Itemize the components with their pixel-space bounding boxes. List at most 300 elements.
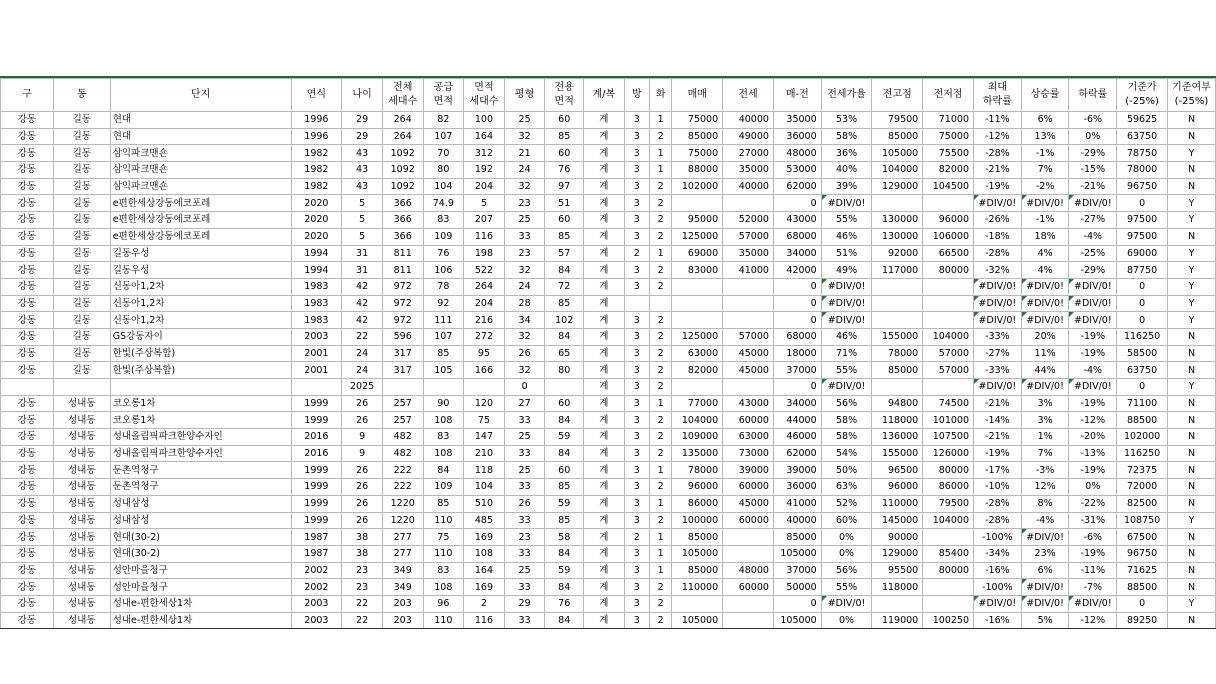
table-cell[interactable]: 2 [650,579,672,596]
table-cell[interactable] [872,379,923,396]
table-cell[interactable]: 26 [342,462,383,479]
table-cell[interactable]: 78 [423,278,464,295]
table-cell[interactable]: 23% [1021,545,1069,562]
table-cell[interactable]: 79500 [923,495,974,512]
column-header[interactable]: 단지 [110,79,291,112]
table-cell[interactable]: 169 [464,529,505,546]
table-cell[interactable]: 2 [650,328,672,345]
table-cell[interactable]: 13% [1021,128,1069,145]
table-cell[interactable]: -20% [1069,429,1117,446]
table-cell[interactable]: 2 [650,178,672,195]
table-cell[interactable]: -4% [1069,228,1117,245]
table-cell[interactable]: 95000 [672,212,723,229]
table-cell[interactable]: #DIV/0! [821,278,872,295]
table-cell[interactable]: 38 [342,545,383,562]
table-cell[interactable]: 강동 [1,212,54,229]
table-cell[interactable]: 76 [545,162,584,179]
table-cell[interactable]: 강동 [1,595,54,612]
table-cell[interactable]: 2003 [291,595,342,612]
table-cell[interactable]: 3 [624,228,649,245]
table-cell[interactable]: 73000 [723,445,774,462]
table-cell[interactable]: 7% [1021,162,1069,179]
table-cell[interactable]: 35000 [723,162,774,179]
table-cell[interactable]: N [1167,529,1215,546]
table-cell[interactable] [291,379,342,396]
table-cell[interactable]: 107500 [923,429,974,446]
table-cell[interactable]: 길동 [53,262,110,279]
table-cell[interactable]: 59625 [1117,112,1168,129]
table-cell[interactable]: -16% [974,612,1022,629]
table-cell[interactable]: 성내삼성 [110,495,291,512]
table-cell[interactable]: 104000 [923,328,974,345]
table-cell[interactable]: 82500 [1117,495,1168,512]
table-cell[interactable]: 39% [821,178,872,195]
table-cell[interactable]: 3 [624,328,649,345]
table-cell[interactable]: 72375 [1117,462,1168,479]
table-cell[interactable]: 60% [821,512,872,529]
column-header[interactable]: 동 [53,79,110,112]
table-cell[interactable]: 317 [382,362,423,379]
table-cell[interactable]: 8% [1021,495,1069,512]
table-cell[interactable]: 0 [1117,312,1168,329]
table-cell[interactable]: 90 [423,395,464,412]
table-cell[interactable]: 3 [624,262,649,279]
table-cell[interactable] [672,278,723,295]
table-cell[interactable]: -25% [1069,245,1117,262]
table-cell[interactable]: 145000 [872,512,923,529]
table-cell[interactable]: e편한세상강동에코포레 [110,212,291,229]
table-cell[interactable]: 104000 [672,412,723,429]
table-cell[interactable]: 110 [423,612,464,629]
table-cell[interactable]: 117000 [872,262,923,279]
table-cell[interactable]: 485 [464,512,505,529]
table-cell[interactable]: 972 [382,295,423,312]
table-cell[interactable]: 72000 [1117,479,1168,496]
table-cell[interactable]: 길동우성 [110,245,291,262]
table-cell[interactable]: 12% [1021,479,1069,496]
table-cell[interactable]: 0 [773,379,821,396]
table-cell[interactable]: 강동 [1,562,54,579]
table-cell[interactable]: 43 [342,145,383,162]
table-cell[interactable]: -1% [1021,212,1069,229]
table-cell[interactable]: N [1167,345,1215,362]
table-cell[interactable]: 100 [464,112,505,129]
table-cell[interactable]: 222 [382,462,423,479]
table-cell[interactable]: 33 [504,445,545,462]
table-cell[interactable]: 76 [423,245,464,262]
column-header[interactable]: 상승률 [1021,79,1069,112]
table-cell[interactable]: 107 [423,328,464,345]
table-cell[interactable]: 84 [545,328,584,345]
table-cell[interactable]: 118 [464,462,505,479]
table-cell[interactable]: -4% [1069,362,1117,379]
table-cell[interactable]: -19% [1069,345,1117,362]
table-cell[interactable]: 1987 [291,529,342,546]
table-cell[interactable]: 596 [382,328,423,345]
table-cell[interactable]: 116250 [1117,445,1168,462]
table-cell[interactable]: 길동우성 [110,262,291,279]
table-cell[interactable]: 264 [382,128,423,145]
table-cell[interactable]: 2 [650,595,672,612]
column-header[interactable]: 전세가율 [821,79,872,112]
table-cell[interactable]: 길동 [53,362,110,379]
table-cell[interactable] [672,379,723,396]
table-cell[interactable]: N [1167,228,1215,245]
table-cell[interactable]: 3 [624,495,649,512]
table-cell[interactable]: 1994 [291,245,342,262]
table-cell[interactable]: 50% [821,462,872,479]
table-cell[interactable]: 96750 [1117,545,1168,562]
table-cell[interactable]: 75 [423,529,464,546]
table-cell[interactable]: 강동 [1,462,54,479]
table-cell[interactable]: 198 [464,245,505,262]
table-cell[interactable]: 계 [584,212,625,229]
table-cell[interactable]: 33 [504,512,545,529]
table-cell[interactable]: 43000 [723,395,774,412]
table-cell[interactable]: 277 [382,529,423,546]
table-cell[interactable]: 210 [464,445,505,462]
table-cell[interactable]: 116 [464,228,505,245]
table-cell[interactable]: 75000 [672,112,723,129]
table-cell[interactable]: 성내동 [53,579,110,596]
table-cell[interactable]: 3 [624,612,649,629]
table-cell[interactable]: 257 [382,412,423,429]
table-cell[interactable]: -4% [1021,512,1069,529]
table-cell[interactable]: 계 [584,278,625,295]
table-cell[interactable]: 130000 [872,212,923,229]
table-cell[interactable]: 104000 [923,512,974,529]
table-cell[interactable]: 1994 [291,262,342,279]
table-cell[interactable]: 1 [650,145,672,162]
table-cell[interactable]: 80000 [923,462,974,479]
table-cell[interactable]: 216 [464,312,505,329]
table-cell[interactable]: 89250 [1117,612,1168,629]
table-cell[interactable]: 60 [545,395,584,412]
table-cell[interactable] [672,195,723,212]
table-cell[interactable]: 3 [624,195,649,212]
table-cell[interactable]: 118000 [872,579,923,596]
table-cell[interactable]: 366 [382,228,423,245]
table-cell[interactable]: #DIV/0! [1069,278,1117,295]
table-cell[interactable]: 계 [584,128,625,145]
table-cell[interactable]: 강동 [1,362,54,379]
table-cell[interactable]: 2 [650,379,672,396]
table-cell[interactable]: 65 [545,345,584,362]
table-cell[interactable]: 76 [545,595,584,612]
table-cell[interactable]: 4% [1021,262,1069,279]
table-cell[interactable]: 36000 [773,128,821,145]
table-cell[interactable] [872,278,923,295]
table-cell[interactable]: -100% [974,579,1022,596]
table-cell[interactable]: #DIV/0! [974,195,1022,212]
table-cell[interactable]: 강동 [1,545,54,562]
table-cell[interactable]: 1220 [382,495,423,512]
table-cell[interactable]: 22 [342,328,383,345]
table-cell[interactable]: 45000 [723,495,774,512]
table-cell[interactable]: 1999 [291,412,342,429]
table-cell[interactable]: 3 [624,562,649,579]
column-header[interactable]: 전체 세대수 [382,79,423,112]
table-cell[interactable]: 63% [821,479,872,496]
table-cell[interactable]: 86000 [923,479,974,496]
table-cell[interactable]: 53% [821,112,872,129]
table-cell[interactable]: 166 [464,362,505,379]
table-cell[interactable] [723,545,774,562]
table-cell[interactable]: Y [1167,512,1215,529]
table-cell[interactable]: 100250 [923,612,974,629]
table-cell[interactable]: 85 [423,495,464,512]
table-cell[interactable]: #DIV/0! [974,295,1022,312]
table-cell[interactable]: 2 [650,262,672,279]
table-cell[interactable]: 1999 [291,395,342,412]
table-cell[interactable]: 35000 [773,112,821,129]
table-cell[interactable]: 11% [1021,345,1069,362]
table-cell[interactable]: 성내동 [53,562,110,579]
table-cell[interactable]: 계 [584,112,625,129]
table-cell[interactable]: 0 [1117,379,1168,396]
table-cell[interactable]: 2016 [291,445,342,462]
table-cell[interactable]: 계 [584,562,625,579]
table-cell[interactable]: 155000 [872,445,923,462]
table-cell[interactable]: 24 [504,278,545,295]
table-cell[interactable]: 49% [821,262,872,279]
table-cell[interactable]: N [1167,612,1215,629]
table-cell[interactable]: 24 [342,345,383,362]
table-cell[interactable]: 55% [821,362,872,379]
table-cell[interactable]: 109 [423,479,464,496]
table-cell[interactable]: -19% [1069,328,1117,345]
column-header[interactable]: 전세 [723,79,774,112]
table-cell[interactable]: 강동 [1,412,54,429]
table-cell[interactable]: 계 [584,195,625,212]
table-cell[interactable]: 277 [382,545,423,562]
table-cell[interactable]: 58 [545,529,584,546]
table-cell[interactable]: 0 [773,278,821,295]
table-cell[interactable]: N [1167,429,1215,446]
table-cell[interactable]: 계 [584,228,625,245]
table-cell[interactable]: 46000 [773,429,821,446]
table-cell[interactable]: 31 [342,262,383,279]
table-cell[interactable]: 105 [423,362,464,379]
table-cell[interactable]: 성내e-편한세상1차 [110,595,291,612]
table-cell[interactable]: 118000 [872,412,923,429]
table-cell[interactable]: 2 [650,429,672,446]
table-cell[interactable]: 48000 [723,562,774,579]
table-cell[interactable]: 51 [545,195,584,212]
column-header[interactable]: 매매 [672,79,723,112]
table-cell[interactable]: 108 [464,545,505,562]
table-cell[interactable]: 80 [545,362,584,379]
table-cell[interactable]: N [1167,445,1215,462]
table-cell[interactable]: 9 [342,445,383,462]
table-cell[interactable] [723,195,774,212]
table-cell[interactable]: 317 [382,345,423,362]
table-cell[interactable]: 1996 [291,112,342,129]
table-cell[interactable]: 62000 [773,445,821,462]
table-cell[interactable]: 119000 [872,612,923,629]
table-cell[interactable]: 40% [821,162,872,179]
table-cell[interactable]: 0% [821,529,872,546]
table-cell[interactable]: -7% [1069,579,1117,596]
table-cell[interactable]: 108 [423,445,464,462]
table-cell[interactable]: 길동 [53,295,110,312]
table-cell[interactable]: 35000 [723,245,774,262]
table-cell[interactable]: -29% [1069,262,1117,279]
table-cell[interactable] [723,379,774,396]
table-cell[interactable]: 95500 [872,562,923,579]
table-cell[interactable]: 27 [504,395,545,412]
table-cell[interactable]: 길동 [53,112,110,129]
table-cell[interactable] [872,312,923,329]
table-cell[interactable]: 55% [821,212,872,229]
table-cell[interactable]: 20% [1021,328,1069,345]
table-cell[interactable]: 85400 [923,545,974,562]
table-cell[interactable]: #DIV/0! [1069,379,1117,396]
table-cell[interactable]: 42 [342,278,383,295]
table-cell[interactable]: 32 [504,262,545,279]
table-cell[interactable]: 39000 [723,462,774,479]
table-cell[interactable] [672,295,723,312]
table-cell[interactable]: 33 [504,545,545,562]
table-cell[interactable]: 계 [584,512,625,529]
table-cell[interactable]: 강동 [1,612,54,629]
table-cell[interactable]: 현대 [110,112,291,129]
table-cell[interactable]: 116 [464,612,505,629]
table-cell[interactable]: GS강동자이 [110,328,291,345]
table-cell[interactable]: Y [1167,245,1215,262]
table-cell[interactable]: 83 [423,212,464,229]
table-cell[interactable]: 1% [1021,429,1069,446]
table-cell[interactable]: 125000 [672,328,723,345]
table-cell[interactable]: 102 [545,312,584,329]
table-cell[interactable]: 강동 [1,429,54,446]
table-cell[interactable]: 102000 [672,178,723,195]
table-cell[interactable]: -15% [1069,162,1117,179]
table-cell[interactable]: 3 [624,128,649,145]
table-cell[interactable]: Y [1167,312,1215,329]
column-header[interactable]: 매-전 [773,79,821,112]
table-cell[interactable]: 84 [545,262,584,279]
table-cell[interactable] [723,612,774,629]
table-cell[interactable]: -16% [974,562,1022,579]
table-cell[interactable]: 60 [545,112,584,129]
table-cell[interactable]: 3 [624,362,649,379]
table-cell[interactable]: 110 [423,512,464,529]
table-cell[interactable]: 2 [624,529,649,546]
column-header[interactable]: 구 [1,79,54,112]
table-cell[interactable] [723,312,774,329]
table-cell[interactable] [723,295,774,312]
table-cell[interactable]: 60000 [723,579,774,596]
table-cell[interactable]: 46% [821,228,872,245]
table-cell[interactable]: 120 [464,395,505,412]
table-cell[interactable]: 57000 [923,345,974,362]
table-cell[interactable]: #DIV/0! [1069,312,1117,329]
table-cell[interactable]: 2 [650,212,672,229]
table-cell[interactable]: 2 [650,445,672,462]
table-cell[interactable]: 104500 [923,178,974,195]
column-header[interactable]: 연식 [291,79,342,112]
table-cell[interactable]: 길동 [53,328,110,345]
table-cell[interactable]: 74500 [923,395,974,412]
table-cell[interactable]: 3 [624,462,649,479]
table-cell[interactable]: 1092 [382,162,423,179]
table-cell[interactable]: 강동 [1,278,54,295]
table-cell[interactable]: 2 [464,595,505,612]
table-cell[interactable]: 강동 [1,328,54,345]
table-cell[interactable]: 52% [821,495,872,512]
table-cell[interactable]: 97500 [1117,212,1168,229]
table-cell[interactable]: N [1167,495,1215,512]
table-cell[interactable]: #DIV/0! [974,278,1022,295]
table-cell[interactable]: 510 [464,495,505,512]
table-cell[interactable]: 강동 [1,395,54,412]
table-cell[interactable]: 84 [545,579,584,596]
table-cell[interactable]: 7% [1021,445,1069,462]
table-cell[interactable]: 84 [545,445,584,462]
table-cell[interactable]: 2002 [291,579,342,596]
table-cell[interactable] [723,278,774,295]
table-cell[interactable]: 성내동 [53,612,110,629]
table-cell[interactable]: 계 [584,178,625,195]
table-cell[interactable]: 25 [504,562,545,579]
table-cell[interactable]: 135000 [672,445,723,462]
table-cell[interactable]: 25 [504,462,545,479]
table-cell[interactable]: 63000 [723,429,774,446]
table-cell[interactable]: 85 [545,512,584,529]
table-cell[interactable]: 계 [584,395,625,412]
table-cell[interactable]: #DIV/0! [1021,278,1069,295]
table-cell[interactable]: 현대(30-2) [110,545,291,562]
table-cell[interactable]: 5% [1021,612,1069,629]
table-cell[interactable]: 2003 [291,612,342,629]
table-cell[interactable]: 0 [773,595,821,612]
table-cell[interactable]: 1 [650,162,672,179]
table-cell[interactable]: 45000 [723,362,774,379]
table-cell[interactable]: 2 [650,278,672,295]
table-cell[interactable]: 40000 [723,112,774,129]
table-cell[interactable]: #DIV/0! [821,295,872,312]
table-cell[interactable]: 18000 [773,345,821,362]
table-cell[interactable]: 60 [545,145,584,162]
table-cell[interactable]: 5 [464,195,505,212]
table-cell[interactable]: 811 [382,245,423,262]
table-cell[interactable]: 71% [821,345,872,362]
table-cell[interactable]: 83000 [672,262,723,279]
table-cell[interactable]: 길동 [53,178,110,195]
table-cell[interactable]: 계 [584,345,625,362]
table-cell[interactable]: 82000 [923,162,974,179]
table-cell[interactable]: 349 [382,579,423,596]
table-cell[interactable]: 60000 [723,479,774,496]
table-cell[interactable]: 26 [504,345,545,362]
table-cell[interactable]: -33% [974,328,1022,345]
table-cell[interactable]: 482 [382,429,423,446]
table-cell[interactable] [650,295,672,312]
table-cell[interactable]: 1 [650,562,672,579]
table-cell[interactable]: 126000 [923,445,974,462]
table-cell[interactable]: 계 [584,262,625,279]
table-cell[interactable]: 23 [504,245,545,262]
table-cell[interactable]: 96000 [872,479,923,496]
table-cell[interactable]: 1999 [291,512,342,529]
table-cell[interactable]: 2020 [291,195,342,212]
table-cell[interactable]: 강동 [1,345,54,362]
table-cell[interactable]: 2 [650,362,672,379]
table-cell[interactable]: 109 [423,228,464,245]
table-cell[interactable]: 63750 [1117,362,1168,379]
table-cell[interactable]: 96500 [872,462,923,479]
